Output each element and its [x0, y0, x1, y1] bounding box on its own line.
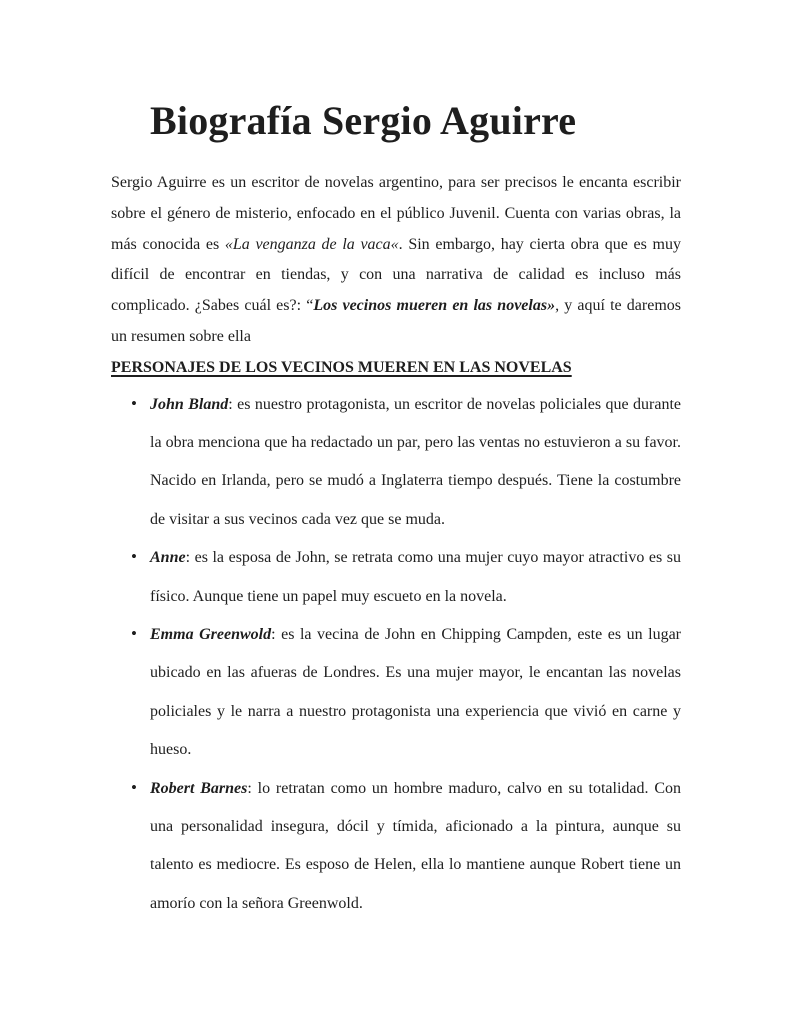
- intro-run-book-title-la-venganza: «La venganza de la vaca«: [224, 235, 399, 253]
- character-description: : lo retratan como un hombre maduro, calvo en su totalidad. Con una personalidad insegura, dócil y tímida, aficionado a la pintura, aunque su talento es mediocre. Es esposo de Helen, ella lo mantiene aunque Robert tiene un amorío con la señora Greenwold.: [150, 779, 681, 912]
- intro-run-2: . Sin embargo, hay cierta obra que es muy difícil de encontrar en tiendas, y con una narrativa de calidad es incluso más complicado. ¿Sabes cuál es?: “: [111, 235, 682, 315]
- character-name: Anne: [150, 549, 186, 567]
- intro-run-3: , y aquí te daremos un resumen sobre ella: [111, 297, 681, 345]
- bullet-icon: •: [131, 777, 137, 797]
- document-title: Biografía Sergio Aguirre: [150, 98, 577, 143]
- intro-run-book-title-los-vecinos: Los vecinos mueren en las novelas»: [313, 297, 556, 315]
- bullet-icon: •: [131, 624, 137, 644]
- character-name: Robert Barnes: [150, 779, 248, 797]
- character-item-robert-barnes: [111, 770, 681, 924]
- section-heading: PERSONAJES DE LOS VECINOS MUEREN EN LAS NOVELAS: [111, 358, 572, 376]
- bullet-icon: •: [131, 547, 137, 567]
- document-content: [111, 0, 681, 923]
- character-item-anne: [111, 539, 681, 616]
- character-name: John Bland: [150, 395, 229, 413]
- character-description: : es nuestro protagonista, un escritor de novelas policiales que durante la obra menciona que ha redactado un par, pero las ventas no estuvieron a su favor. Nacido en Irlanda, pero se mudó a Inglaterra tiempo después. Tiene la costumbre de visitar a sus vecinos cada vez que se muda.: [150, 395, 682, 528]
- intro-run-1: Sergio Aguirre es un escritor de novelas argentino, para ser precisos le encanta escribir sobre el género de misterio, enfocado en el público Juvenil. Cuenta con varias obras, la más conocida es: [111, 174, 681, 253]
- character-description: : es la esposa de John, se retrata como una mujer cuyo mayor atractivo es su físico. Aunque tiene un papel muy escueto en la novela.: [150, 549, 681, 605]
- bullet-icon: •: [131, 393, 137, 413]
- character-item-john-bland: [111, 386, 681, 540]
- character-description: : es la vecina de John en Chipping Campden, este es un lugar ubicado en las afueras de Londres. Es una mujer mayor, le encantan las novelas policiales y le narra a nuestro protagonista una experiencia que vivió en carne y hueso.: [150, 626, 682, 759]
- intro-paragraph: [111, 168, 681, 353]
- character-item-emma-greenwold: [111, 616, 681, 770]
- character-name: Emma Greenwold: [150, 626, 272, 644]
- character-list: [111, 386, 681, 924]
